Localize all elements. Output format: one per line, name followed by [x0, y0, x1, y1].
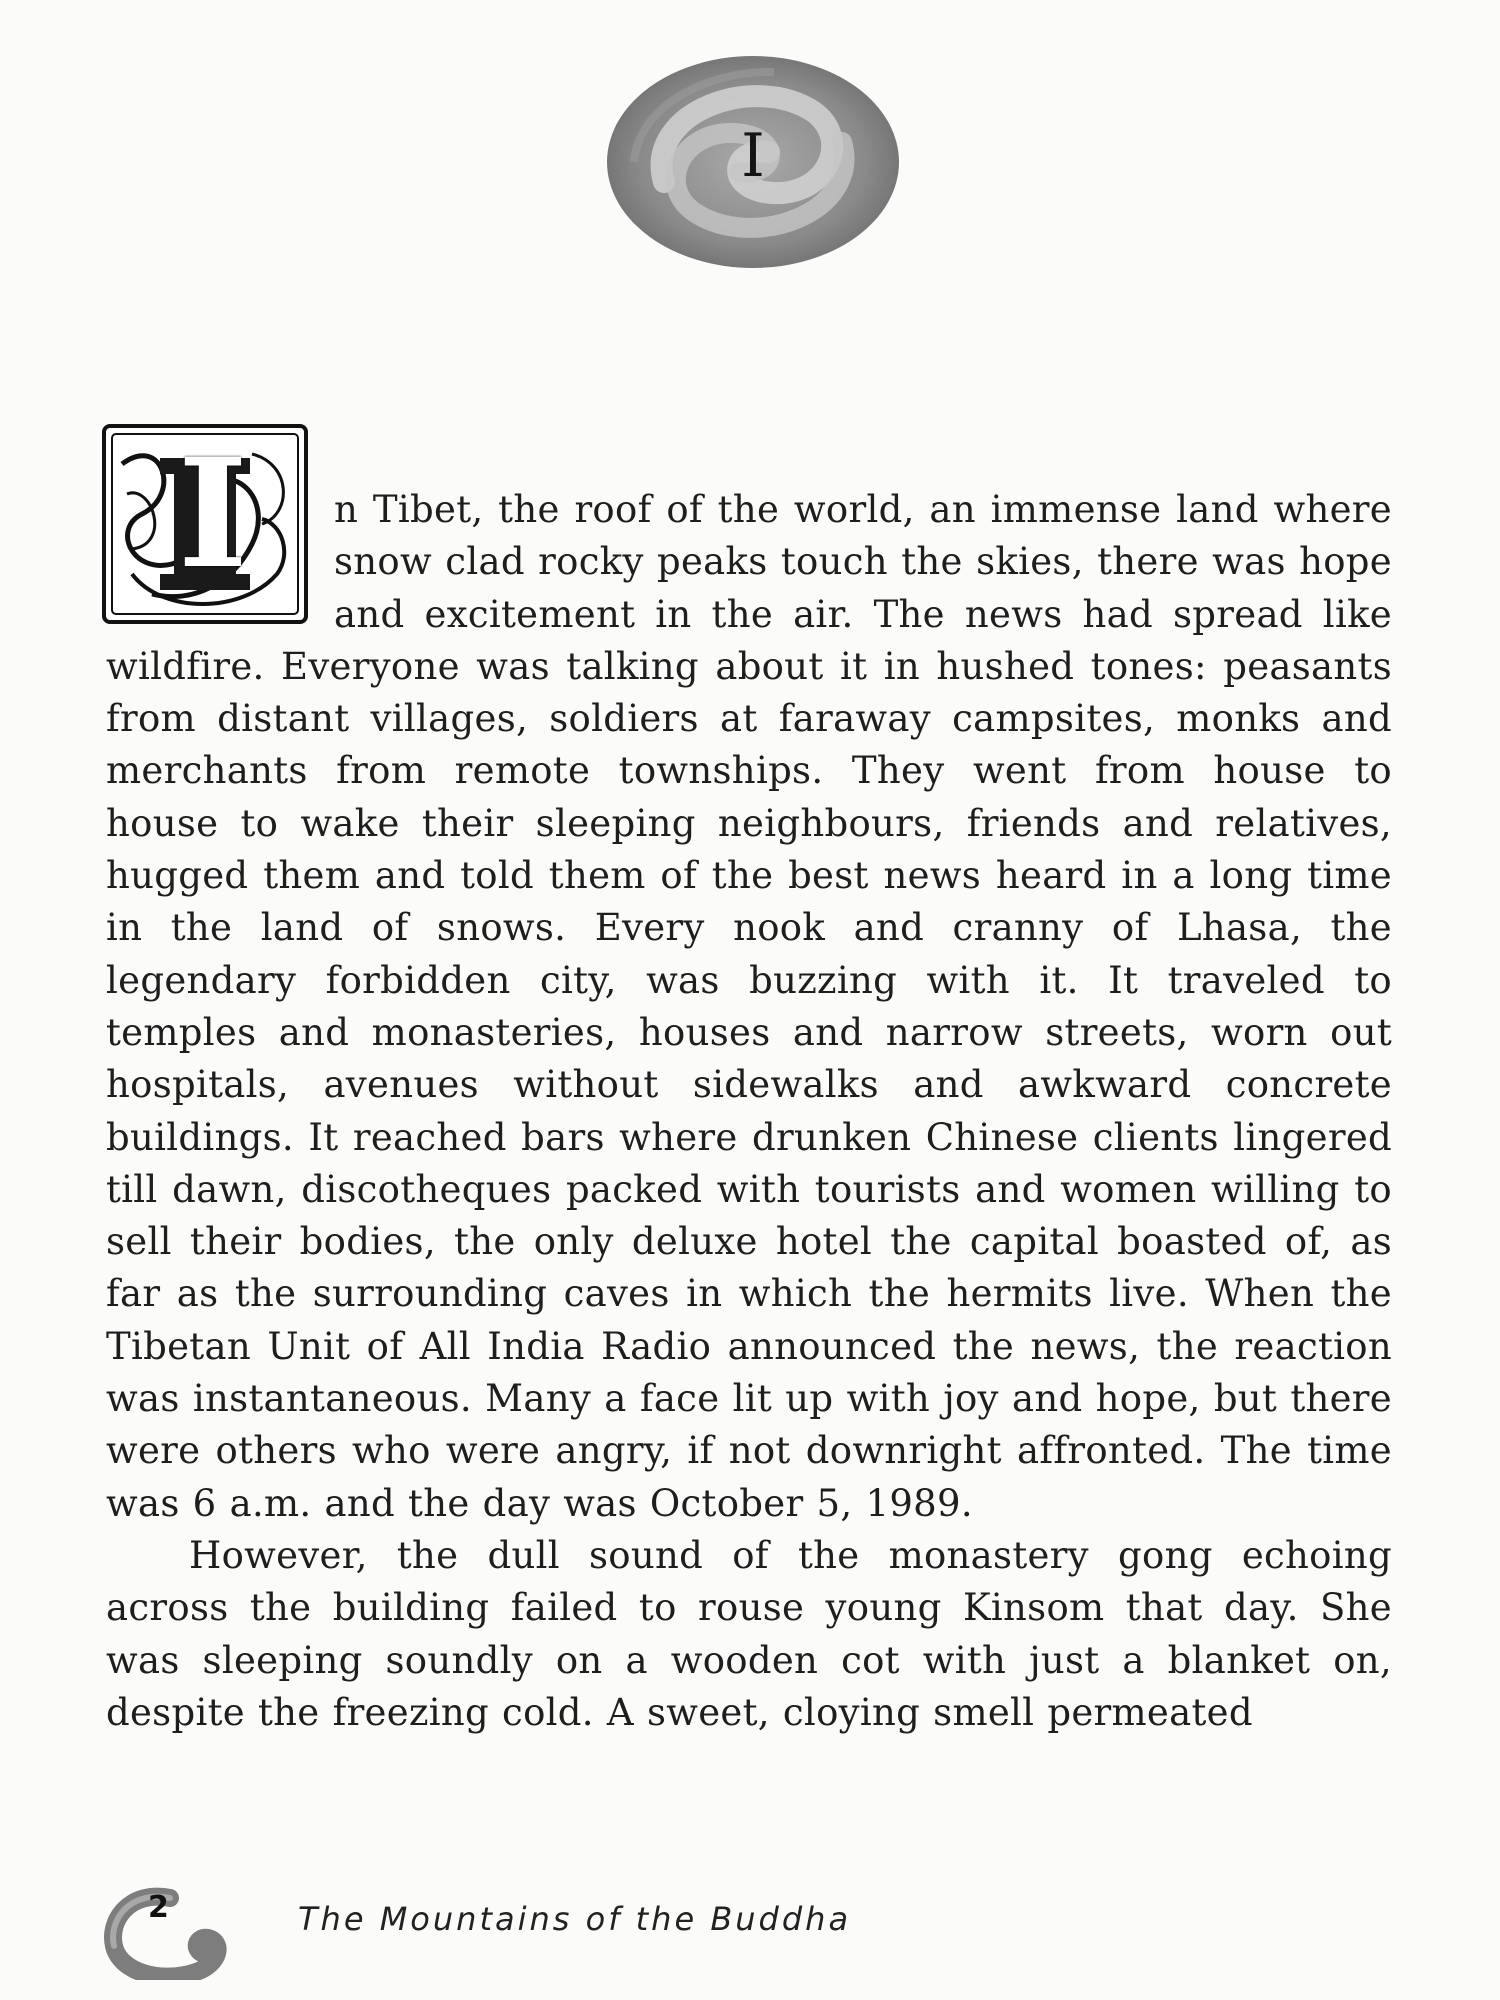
paragraph-2: However, the dull sound of the monastery gong echoing across the building failed to rouse young Kinsom that day. She was sleeping soundly on a wooden cot with just a blanket on, despite the freezing cold. A sweet, cloying smell permeated [106, 1533, 1392, 1734]
drop-cap-letter: I [177, 426, 249, 602]
page-footer [100, 1880, 1400, 1970]
paragraph-1-text: n Tibet, the roof of the world, an immense land where snow clad rocky peaks touch the skies, there was hope and excitement in the air. The news had spread like wildfire. Everyone was talking about it in hushed tones: peasants from distant villages, soldiers at faraway campsites, monks and merchants from remote townships. They went from house to house to wake their sleeping neighbours, friends and relatives, hugged them and told them of the best news heard in a long time in the land of snows. Every nook and cranny of Lhasa, the legendary forbidden city, was buzzing with it. It traveled to temples and monasteries, houses and narrow streets, worn out hospitals, avenues without sidewalks and awkward concrete buildings. It reached bars where drunken Chinese clients lingered till dawn, discotheques packed with tourists and women willing to sell their bodies, the only deluxe hotel the capital boasted of, as far as the surrounding caves in which the hermits live. When the Tibetan Unit of All India Radio announced the news, the reaction was instantaneous. Many a face lit up with joy and hope, but there were others who were angry, if not downright affronted. The time was 6 a.m. and the day was October 5, 1989. [106, 488, 1392, 1525]
running-title: The Mountains of the Buddha [298, 1900, 852, 1938]
paragraph-1 [106, 426, 1392, 1530]
body-text [106, 426, 1392, 1739]
chapter-number: I [741, 121, 765, 191]
page-number: 2 [148, 1890, 169, 1925]
drop-cap [102, 424, 320, 624]
